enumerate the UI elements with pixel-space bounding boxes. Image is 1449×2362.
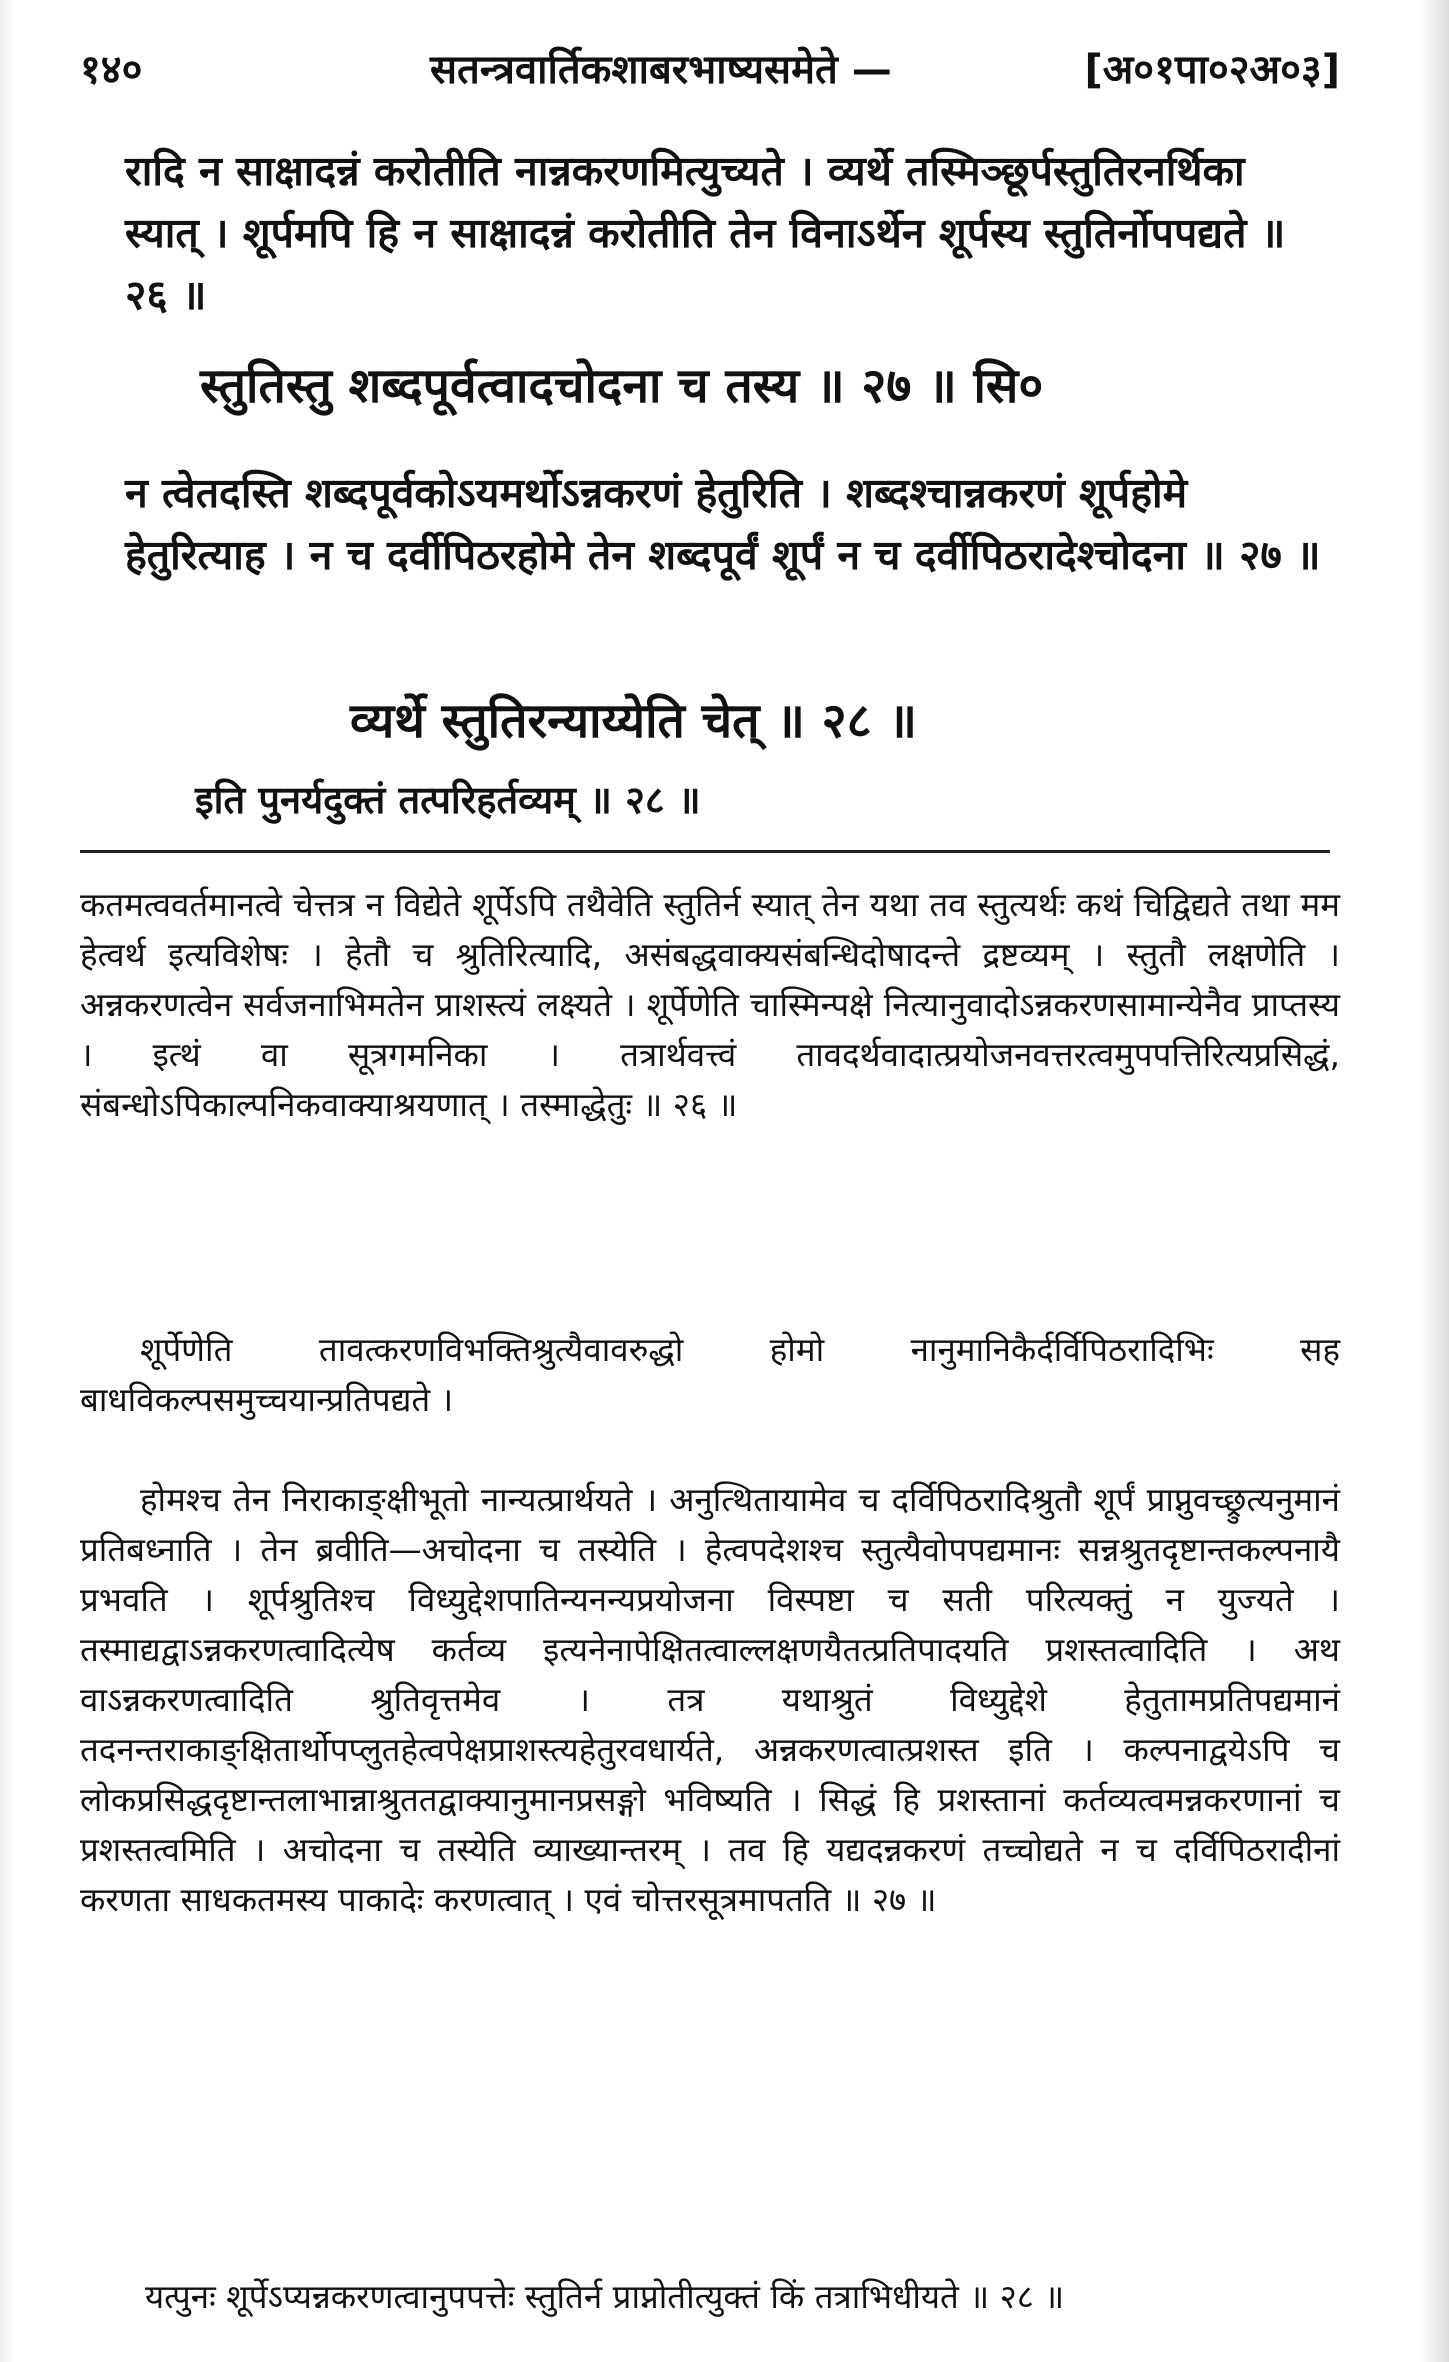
running-title: सतन्त्रवार्तिकशाबरभाष्यसमेते — — [430, 47, 892, 93]
sutra-27: स्तुतिस्तु शब्दपूर्वत्वादचोदना च तस्य ॥ २७ ॥ सि० — [200, 358, 1044, 414]
bhashya-paragraph-28: इति पुनर्यदुक्तं तत्परिहर्तव्यम् ॥ २८ ॥ — [195, 778, 701, 822]
commentary-text-2: शूर्पेणेति तावत्करणविभक्तिश्रुत्यैवावरुद्धो होमो नानुमानिकैर्दर्विपिठरादिभिः सह बाधविकल्पसमुच्चयान्प्रतिपद्यते । — [80, 1330, 1340, 1419]
section-reference: [अ०१पा०२अ०३] — [1084, 47, 1340, 93]
sutra-28: व्यर्थे स्तुतिरन्याय्येति चेत् ॥ २८ ॥ — [350, 693, 918, 749]
commentary-paragraph-3 — [80, 1475, 1340, 1925]
scan-edge-right — [1419, 0, 1449, 2362]
commentary-text-3: होमश्च तेन निराकाङ्क्षीभूतो नान्यत्प्रार्थयते । अनुत्थितायामेव च दर्विपिठरादिश्रुतौ शूर्पं प्राप्नुवच्छ्रुत्यनुमानं प्रतिबध्नाति । तेन ब्रवीति—अचोदना च तस्येति । हेत्वपदेशश्च स्तुत्यैवोपपद्यमानः सन्नश्रुतदृष्टान्तकल्पनायै प्रभवति । शूर्पश्रुतिश्च विध्युद्देशपातिन्यनन्यप्रयोजना विस्पष्टा च सती परित्यक्तुं न युज्यते । तस्माद्यद्वाऽन्नकरणत्वादित्येष कर्तव्य इत्यनेनापेक्षितत्वाल्लक्षणयैतत्प्रतिपादयति प्रशस्तत्वादिति । अथ वाऽन्नकरणत्वादिति श्रुतिवृत्तमेव । तत्र यथाश्रुतं विध्युद्देशे हेतुतामप्रतिपद्यमानं तदनन्तराकाङ्क्षितार्थोपप्लुतहेत्वपेक्षप्राशस्त्यहेतुरवधार्यते, अन्नकरणत्वात्प्रशस्त इति । कल्पनाद्वयेऽपि च लोकप्रसिद्धदृष्टान्तलाभान्नाश्रुततद्वाक्यानुमानप्रसङ्गो भविष्यति । सिद्धं हि प्रशस्तानां कर्तव्यत्वमन्नकरणानां च प्रशस्तत्वमिति । अचोदना च तस्येति व्याख्यान्तरम् । तव हि यद्यदन्नकरणं तच्चोद्यते न च दर्विपिठरादीनां करणता साधकतमस्य पाकादेः करणत्वात् । एवं चोत्तरसूत्रमापतति ॥ २७ ॥ — [80, 1480, 1340, 1919]
commentary-paragraph-2 — [80, 1325, 1340, 1425]
section-divider-line — [80, 850, 1330, 853]
commentary-text-1: कतमत्ववर्तमानत्वे चेत्तत्र न विद्येते शूर्पेऽपि तथैवेति स्तुतिर्न स्यात् तेन यथा तव स्तुत्यर्थः कथं चिद्विद्यते तथा मम हेत्वर्थ इत्यविशेषः । हेतौ च श्रुतिरित्यादि, असंबद्धवाक्यसंबन्धिदोषादन्ते द्रष्टव्यम् । स्तुतौ लक्षणेति । अन्नकरणत्वेन सर्वजनाभिमतेन प्राशस्त्यं लक्ष्यते । शूर्पेणेति चास्मिन्पक्षे नित्यानुवादोऽन्नकरणसामान्येनैव प्राप्तस्य । इत्थं वा सूत्रगमनिका । तत्रार्थवत्त्वं तावदर्थवादात्प्रयोजनवत्तरत्वमुपपत्तिरित्यप्रसिद्धं, संबन्धोऽपिकाल्पनिकवाक्याश्रयणात् । तस्माद्धेतुः ॥ २६ ॥ — [80, 885, 1340, 1124]
bhashya-paragraph-27: न त्वेतदस्ति शब्दपूर्वकोऽयमर्थोऽन्नकरणं हेतुरिति । शब्दश्चान्नकरणं शूर्पहोमे हेतुरित्याह । न च दर्वीपिठरहोमे तेन शब्दपूर्वं शूर्पं न च दर्वीपिठरादेश्चोदना ॥ २७ ॥ — [125, 469, 1321, 579]
commentary-paragraph-1 — [80, 880, 1340, 1130]
commentary-paragraph-4 — [145, 2272, 1340, 2322]
bhashya-paragraph-26: रादि न साक्षादन्नं करोतीति नान्नकरणमित्युच्यते । व्यर्थे तस्मिञ्छूर्पस्तुतिरनर्थिका स्यात् । शूर्पमपि हि न साक्षादन्नं करोतीति तेन विनाऽर्थेन शूर्पस्य स्तुतिर्नोपपद्यते ॥ २६ ॥ — [125, 147, 1286, 319]
page-header — [80, 40, 1340, 110]
commentary-text-4: यत्पुनः शूर्पेऽप्यन्नकरणत्वानुपपत्तेः स्तुतिर्न प्राप्नोतीत्युक्तं किं तत्राभिधीयते ॥ २८ ॥ — [145, 2277, 1065, 2316]
scan-edge-left — [0, 0, 14, 2362]
page-number: १४० — [80, 47, 143, 93]
